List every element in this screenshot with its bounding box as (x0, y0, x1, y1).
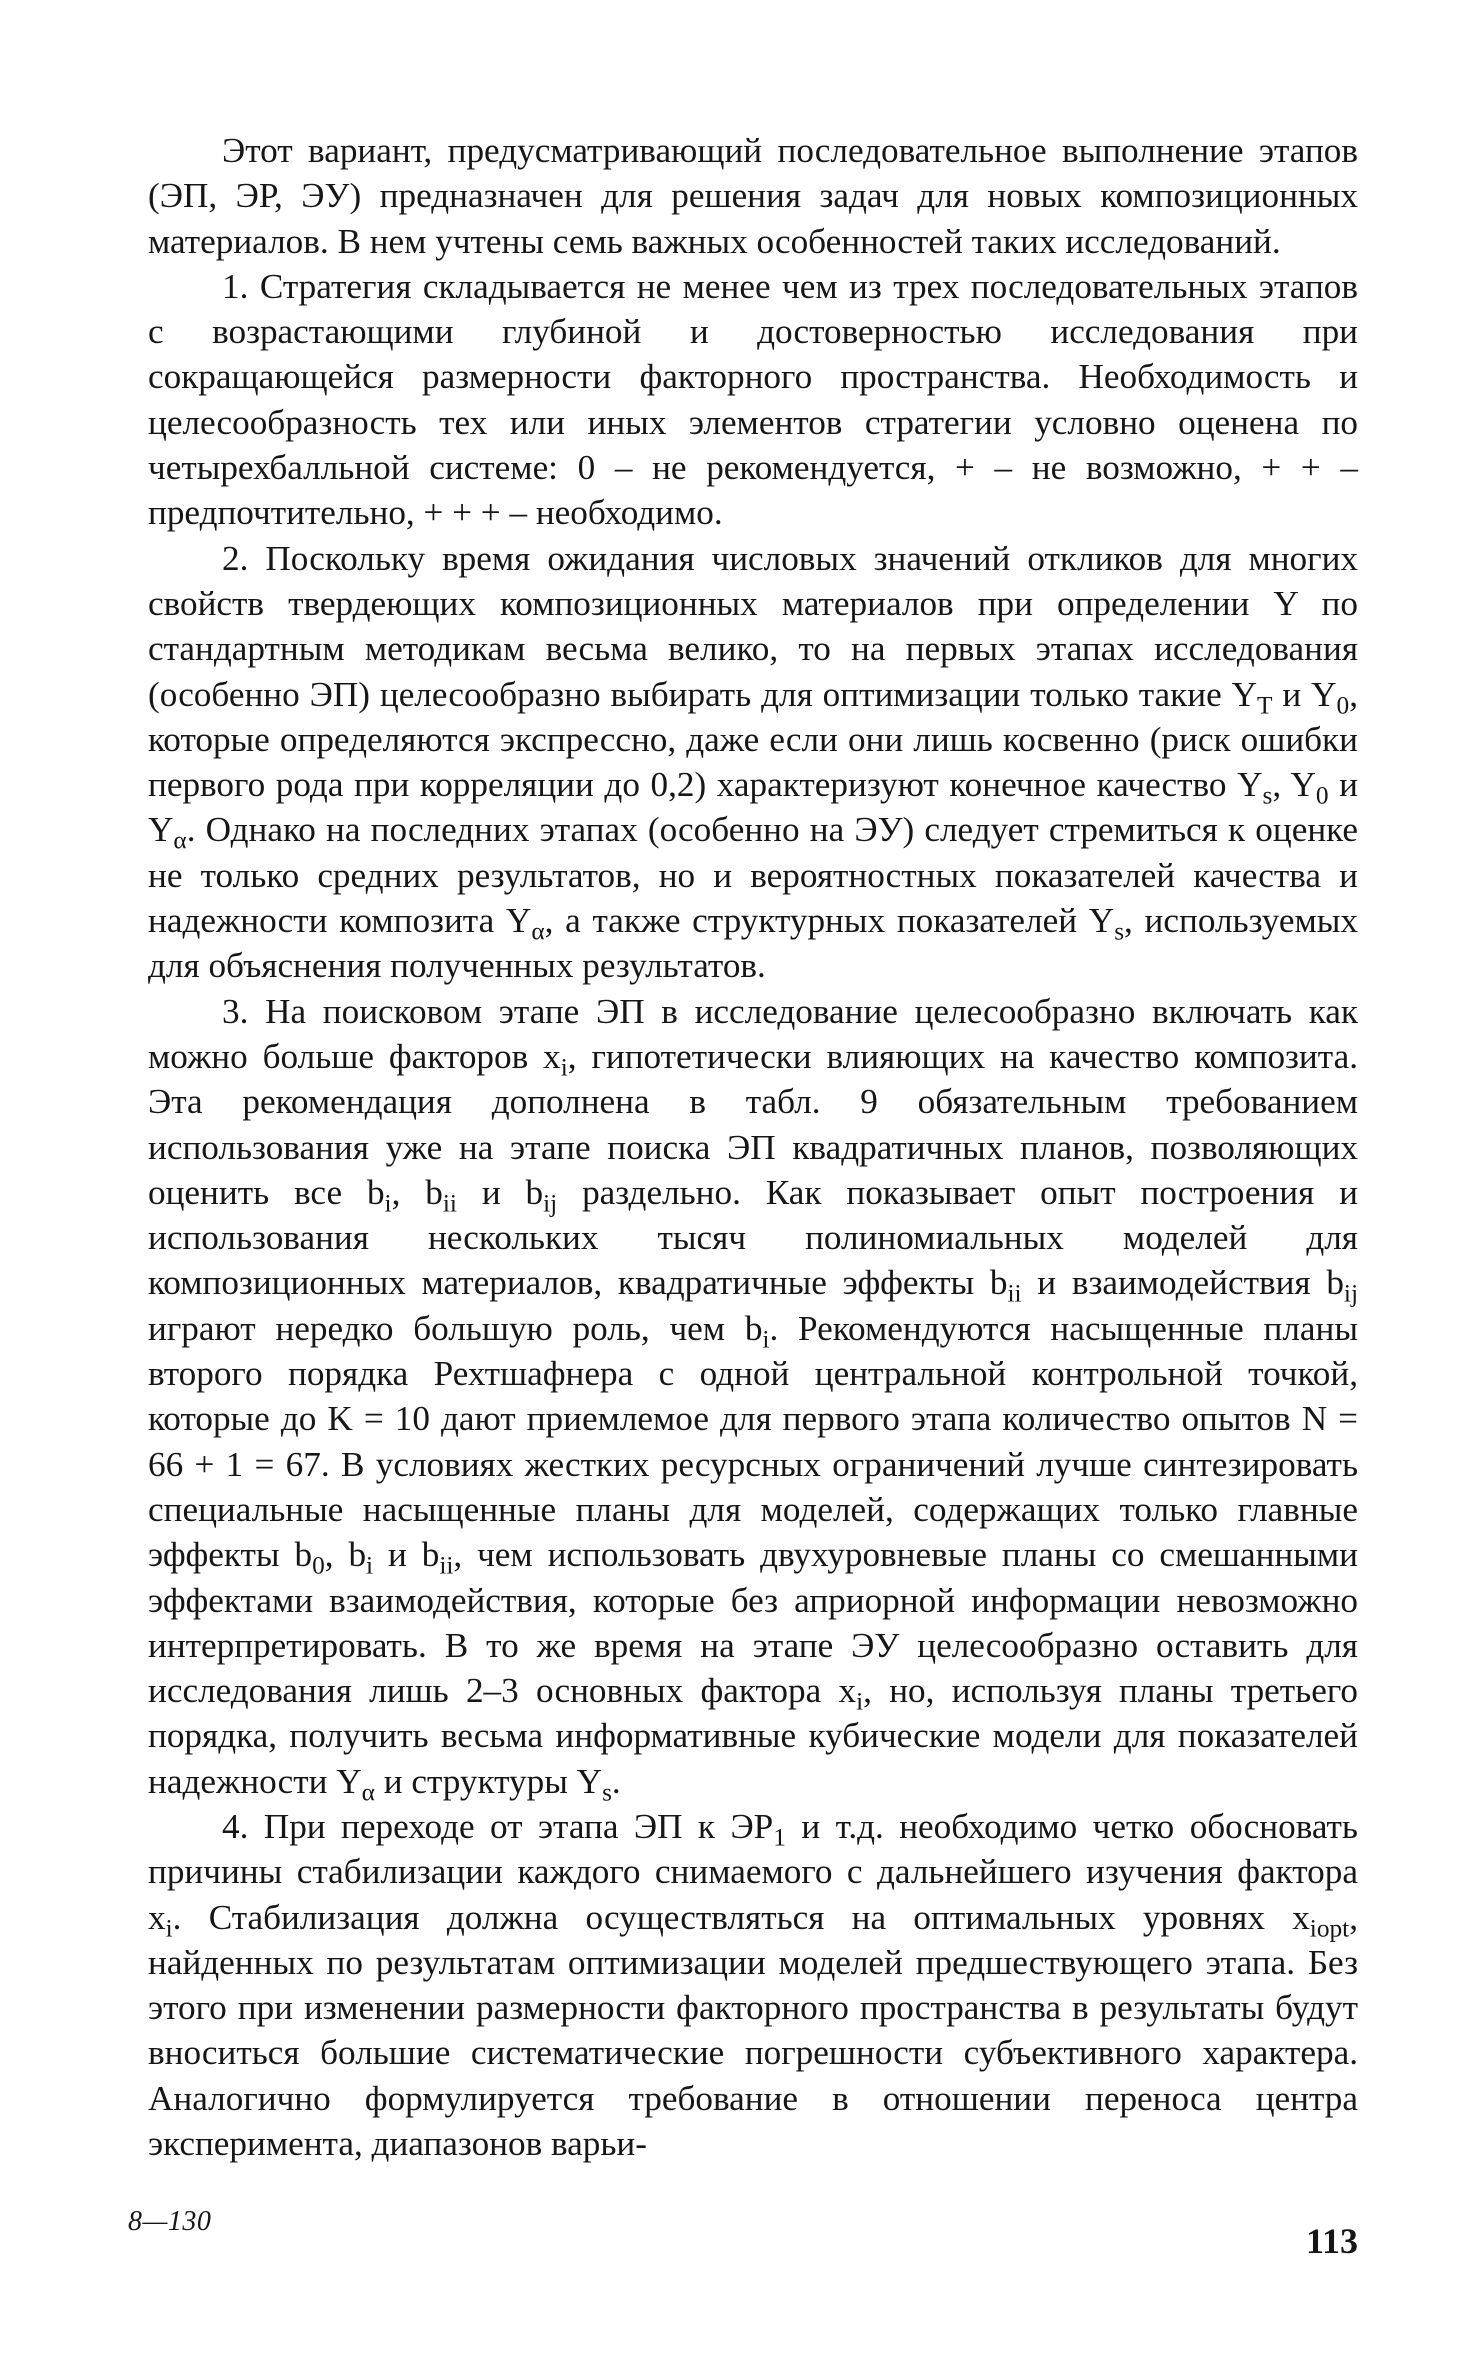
p1-text: 1. Стратегия складывается не менее чем из трех последовательных этапов с возрастающими глубиной и достоверностью исследования при сокращающейся размерности факторного пространства. Необходимость и целесообразность тех или иных элементов стратегии условно оценена по четырехбалльной системе: 0 – не рекомендуется, + – не возможно, + + – предпочтительно, + + + – необходимо. (148, 266, 1358, 533)
paragraph-4 (148, 1804, 1358, 2166)
p3-s3: ii (442, 1189, 457, 1218)
p2-t2: и Y (1272, 674, 1337, 714)
p3-s2: i (384, 1189, 392, 1218)
signature-mark: 8—130 (128, 2206, 212, 2237)
p3-t14: . (611, 1761, 621, 1801)
p3-s9: i (366, 1551, 374, 1580)
page-number: 113 (1305, 2221, 1358, 2261)
p3-s7: i (762, 1325, 770, 1354)
paragraph-intro (148, 128, 1358, 264)
p3-s11: i (856, 1687, 864, 1716)
p3-t7: играют нередко большую роль, чем b (148, 1308, 763, 1348)
p3-t5: раздельно. Как показывает опыт построения и использования нескольких тысяч полиномиальных моделей для композиционных материалов, квадратичные эффекты b (148, 1172, 1358, 1303)
p2-t5: и Y (148, 765, 1358, 850)
p2-t7: , а также структурных показателей Y (544, 901, 1115, 941)
p2-t8: , используемых для объяснения полученных результатов. (148, 901, 1358, 986)
p3-s13: s (602, 1778, 612, 1807)
p3-t11: , чем использовать двухуровневые планы со смешанными эффектами взаимодействия, которые без априорной информации невозможно интерпретировать. В то же время на этапе ЭУ целесообразно оставить для исследования лишь 2–3 основных фактора x (148, 1535, 1358, 1711)
paragraph-1 (148, 264, 1358, 536)
p2-s5: α (173, 827, 187, 856)
p2-t6: . Однако на последних этапах (особенно на ЭУ) следует стремиться к оценке не только средних результатов, но и вероятностных показателей качества и надежности композита Y (148, 810, 1358, 941)
p3-t1: 3. На поисковом этапе ЭП в исследование целесообразно включать как можно больше факторов x (148, 991, 1358, 1076)
p2-s4: 0 (1315, 781, 1329, 810)
p4-t3: . Стабилизация должна осуществляться на оптимальных уровнях x (172, 1897, 1310, 1937)
page-footer (128, 2200, 1358, 2260)
p4-s2: i (165, 1914, 173, 1943)
p3-s4: ij (543, 1189, 558, 1218)
p3-s12: α (361, 1778, 375, 1807)
p3-t2: , гипотетически влияющих на качество композита. Эта рекомендация дополнена в табл. 9 обязательным требованием использования уже на этапе поиска ЭП квадратичных планов, позволяющих оценить все b (148, 1036, 1358, 1212)
p4-t1: 4. При переходе от этапа ЭП к ЭР (222, 1806, 774, 1846)
p4-s1: 1 (773, 1823, 786, 1852)
p4-s3: iopt (1309, 1914, 1350, 1943)
p4-t4: , найденных по результатам оптимизации моделей предшествующего этапа. Без этого при изменении размерности факторного пространства в результаты будут вноситься большие систематические погрешности субъективного характера. Аналогично формулируется требование в отношении переноса центра эксперимента, диапазонов варьи- (148, 1897, 1358, 2164)
p3-t9: , b (324, 1535, 367, 1575)
p3-t3: , b (391, 1172, 443, 1212)
p3-t8: . Рекомендуются насыщенные планы второго порядка Рехтшафнера с одной центральной контрольной точкой, которые до K = 10 дают приемлемое для первого этапа количество опытов N = 66 + 1 = 67. В условиях жестких ресурсных ограничений лучше синтезировать специальные насыщенные планы для моделей, содержащих только главные эффекты b (148, 1308, 1358, 1575)
p2-s7: s (1114, 917, 1125, 946)
paragraph-2 (148, 536, 1358, 989)
p3-t10: и b (373, 1535, 440, 1575)
p3-s8: 0 (312, 1551, 325, 1580)
page-body (148, 128, 1358, 2166)
intro-text: Этот вариант, предусматривающий последовательное выполнение этапов (ЭП, ЭР, ЭУ) предназначен для решения задач для новых композиционных материалов. В нем учтены семь важных особенностей таких исследований. (148, 131, 1358, 261)
p2-s1: T (1257, 691, 1273, 720)
p2-s2: 0 (1336, 691, 1350, 720)
p2-t1: 2. Поскольку время ожидания числовых значений откликов для многих свойств твердеющих композиционных материалов при определении Y по стандартным методикам весьма велико, то на первых этапах исследования (особенно ЭП) целесообразно выбирать для оптимизации только такие Y (148, 538, 1358, 714)
p2-s3: s (1262, 781, 1273, 810)
p3-t13: и структуры Y (374, 1761, 603, 1801)
p3-t6: и взаимодействия b (1021, 1263, 1344, 1303)
p3-s5: ii (1007, 1280, 1022, 1309)
p3-s10: ii (439, 1551, 454, 1580)
p2-t3: , которые определяются экспрессно, даже если они лишь косвенно (риск ошибки первого рода при корреляции до 0,2) характеризуют конечное качество Y (148, 674, 1358, 805)
p3-t12: , но, используя планы третьего порядка, получить весьма информативные кубические модели для показателей надежности Y (148, 1671, 1358, 1801)
p2-t4: , Y (1272, 765, 1316, 805)
p4-t2: и т.д. необходимо четко обосновать причины стабилизации каждого снимаемого с дальнейшего изучения фактора x (148, 1806, 1358, 1937)
paragraph-3 (148, 989, 1358, 1807)
p3-s6: ij (1343, 1280, 1358, 1309)
p3-t4: и b (456, 1172, 544, 1212)
p3-s1: i (560, 1053, 568, 1082)
p2-s6: α (531, 917, 545, 946)
